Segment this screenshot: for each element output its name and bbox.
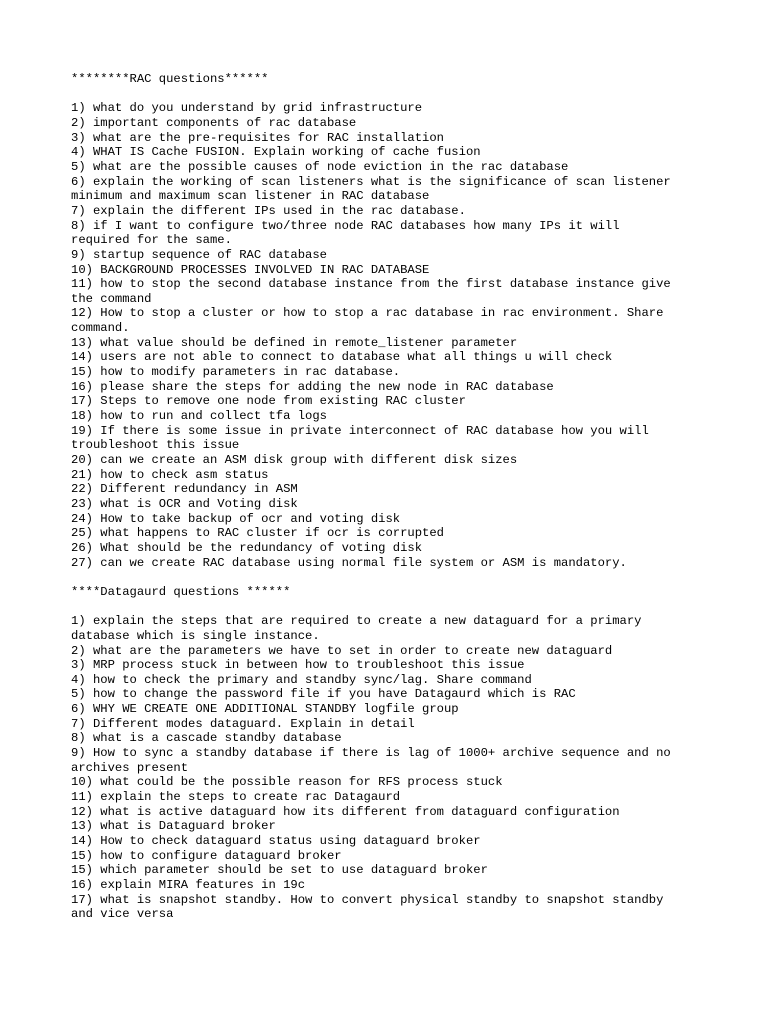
rac-question-item: 24) How to take backup of ocr and voting disk xyxy=(71,511,401,526)
rac-question-item: 26) What should be the redundancy of voting disk xyxy=(71,540,423,555)
rac-section-heading: ********RAC questions****** xyxy=(71,72,269,86)
rac-question-item: 4) WHAT IS Cache FUSION. Explain working of cache fusion xyxy=(71,145,481,160)
dataguard-question-item: 16) explain MIRA features in 19c xyxy=(71,878,306,893)
rac-question-item: 22) Different redundancy in ASM xyxy=(71,482,298,497)
rac-question-item: 10) BACKGROUND PROCESSES INVOLVED IN RAC DATABASE xyxy=(71,262,430,277)
rac-question-item: 15) how to modify parameters in rac database. xyxy=(71,365,401,380)
rac-question-item: 19) If there is some issue in private interconnect of RAC database how you will troubleshoot this issue xyxy=(71,423,649,453)
dataguard-question-item: 10) what could be the possible reason for RFS process stuck xyxy=(71,775,503,790)
rac-question-item: 20) can we create an ASM disk group with different disk sizes xyxy=(71,453,518,468)
spacer xyxy=(71,87,711,102)
dataguard-question-item: 3) MRP process stuck in between how to troubleshoot this issue xyxy=(71,658,525,673)
rac-question-item: 14) users are not able to connect to database what all things u will check xyxy=(71,350,613,365)
dataguard-question-item: 12) what is active dataguard how its different from dataguard configuration xyxy=(71,804,620,819)
rac-question-item: 12) How to stop a cluster or how to stop a rac database in rac environment. Share command. xyxy=(71,306,664,336)
dataguard-section-heading: ****Datagaurd questions ****** xyxy=(71,584,291,599)
dataguard-question-item: 8) what is a cascade standby database xyxy=(71,731,342,746)
dataguard-question-item: 6) WHY WE CREATE ONE ADDITIONAL STANDBY logfile group xyxy=(71,702,459,717)
dataguard-question-item: 13) what is Dataguard broker xyxy=(71,819,276,834)
rac-question-item: 21) how to check asm status xyxy=(71,467,269,482)
rac-question-item: 11) how to stop the second database instance from the first database instance give the command xyxy=(71,277,671,306)
dataguard-questions-list xyxy=(71,614,711,922)
rac-question-item: 7) explain the different IPs used in the rac database. xyxy=(71,203,466,218)
rac-question-item: 2) important components of rac database xyxy=(71,115,357,130)
dataguard-question-item: 4) how to check the primary and standby sync/lag. Share command xyxy=(71,672,532,687)
rac-question-item: 3) what are the pre-requisites for RAC installation xyxy=(71,130,444,145)
spacer xyxy=(71,600,711,615)
rac-question-item: 1) what do you understand by grid infrastructure xyxy=(71,101,423,116)
rac-question-item: 17) Steps to remove one node from existing RAC cluster xyxy=(71,394,466,409)
dataguard-question-item: 9) How to sync a standby database if there is lag of 1000+ archive sequence and no archives present xyxy=(71,746,671,775)
dataguard-question-item: 14) How to check dataguard status using dataguard broker xyxy=(71,834,481,849)
dataguard-question-item: 17) what is snapshot standby. How to convert physical standby to snapshot standby and vice versa xyxy=(71,892,664,922)
spacer xyxy=(71,570,711,585)
rac-question-item: 9) startup sequence of RAC database xyxy=(71,247,327,262)
dataguard-question-item: 7) Different modes dataguard. Explain in detail xyxy=(71,716,415,731)
rac-question-item: 18) how to run and collect tfa logs xyxy=(71,409,327,424)
rac-questions-list xyxy=(71,101,711,570)
rac-question-item: 27) can we create RAC database using normal file system or ASM is mandatory. xyxy=(71,555,627,570)
rac-question-item: 5) what are the possible causes of node eviction in the rac database xyxy=(71,159,569,174)
rac-question-item: 6) explain the working of scan listeners what is the significance of scan listener minimum and maximum scan listener in RAC database xyxy=(71,174,671,204)
rac-question-item: 13) what value should be defined in remote_listener parameter xyxy=(71,335,518,350)
rac-question-item: 25) what happens to RAC cluster if ocr is corrupted xyxy=(71,526,444,541)
rac-question-item: 23) what is OCR and Voting disk xyxy=(71,497,298,511)
dataguard-question-item: 5) how to change the password file if you have Datagaurd which is RAC xyxy=(71,687,576,702)
rac-question-item: 16) please share the steps for adding the new node in RAC database xyxy=(71,379,554,394)
document-page xyxy=(71,72,711,922)
dataguard-question-item: 11) explain the steps to create rac Datagaurd xyxy=(71,790,401,805)
dataguard-question-item: 2) what are the parameters we have to set in order to create new dataguard xyxy=(71,643,613,658)
dataguard-question-item: 15) how to configure dataguard broker xyxy=(71,848,342,863)
dataguard-question-item: 1) explain the steps that are required to create a new dataguard for a primary database which is single instance. xyxy=(71,614,642,643)
dataguard-question-item: 15) which parameter should be set to use dataguard broker xyxy=(71,863,488,878)
rac-question-item: 8) if I want to configure two/three node RAC databases how many IPs it will required for the same. xyxy=(71,218,620,248)
